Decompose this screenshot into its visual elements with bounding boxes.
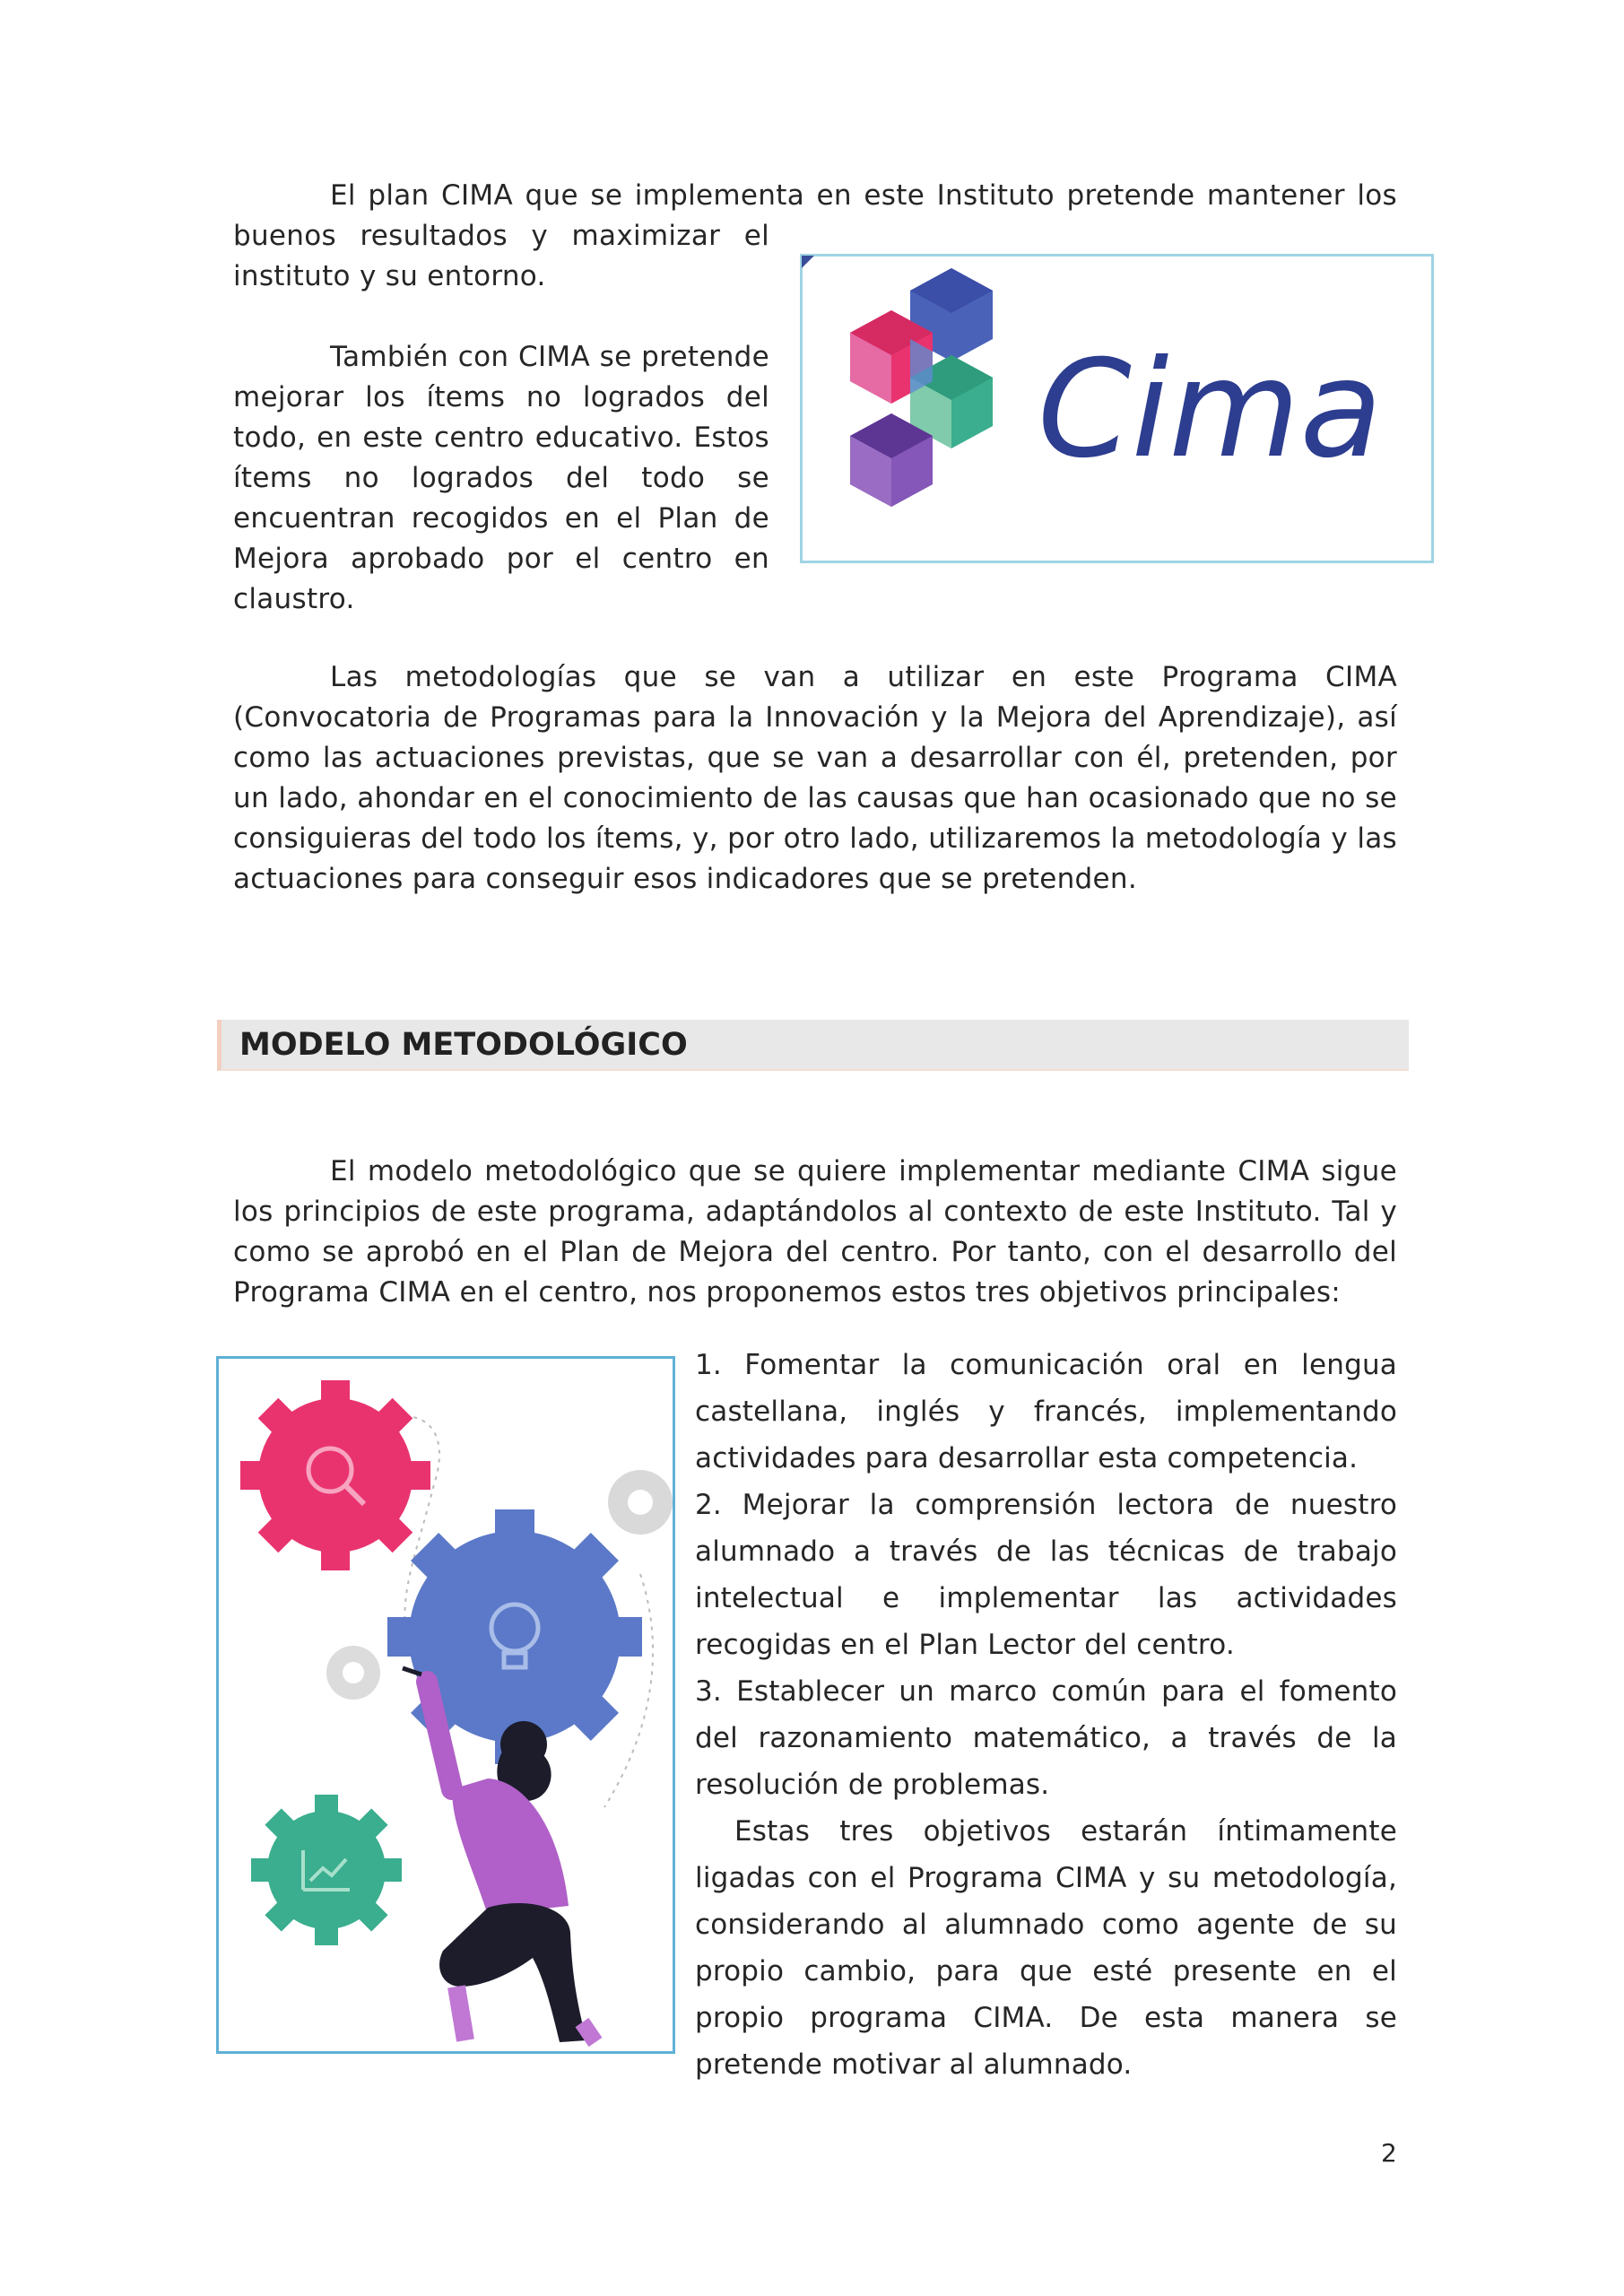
pink-gear-icon xyxy=(240,1380,430,1570)
objective-item: 1. Fomentar la comunicación oral en lengua castellana, inglés y francés, implementando actividades para desarrollar esta competencia. xyxy=(695,1349,1397,1474)
intro-line-1: El plan CIMA que se implementa en este Instituto pretende mantener los xyxy=(330,179,1397,212)
gears-illustration xyxy=(216,1356,675,2054)
small-gear-icon xyxy=(608,1470,673,1535)
section-title: MODELO METODOLÓGICO xyxy=(239,1027,688,1063)
section-paragraph: El modelo metodológico que se quiere implementar mediante CIMA sigue los principios de este programa, adaptándolos al contexto de este Instituto. Tal y como se aprobó en el Plan de Mejora del centro. Por tanto, con el desarrollo del Programa CIMA en el centro, nos proponemos estos tres objetivos principales: xyxy=(233,1155,1397,1309)
cima-logo xyxy=(800,254,1434,563)
intro-line-3: instituto y su entorno. xyxy=(233,260,546,292)
objective-item: 3. Establecer un marco común para el fomento del razonamiento matemático, a través de la resolución de problemas. xyxy=(695,1675,1397,1801)
section-header xyxy=(217,1020,1409,1071)
objectives-list xyxy=(695,1342,1397,2088)
page-number: 2 xyxy=(1381,2138,1397,2168)
closing-paragraph: Estas tres objetivos estarán íntimamente ligadas con el Programa CIMA y su metodología, considerando al alumnado como agente de su propio cambio, para que esté presente en el propio programa CIMA. De esta manera se pretende motivar al alumnado. xyxy=(695,1815,1397,2081)
small-gear-icon xyxy=(326,1646,380,1700)
cima-logo-text: Cima xyxy=(1038,332,1383,488)
intro-paragraph-3: Las metodologías que se van a utilizar en este Programa CIMA (Convocatoria de Programas para la Innovación y la Mejora del Aprendizaje), así como las actuaciones previstas, que se van a desarrollar con él, pretenden, por un lado, ahondar en el conocimiento de las causas que han ocasionado que no se consiguieras del todo los ítems, y, por otro lado, utilizaremos la metodología y las actuaciones para conseguir esos indicadores que se pretenden. xyxy=(233,661,1397,895)
intro-paragraph-2: También con CIMA se pretende mejorar los ítems no logrados del todo, en este centro educativo. Estos ítems no logrados del todo se encuentran recogidos en el Plan de Mejora aprobado por el centro en claustro. xyxy=(233,341,769,615)
intro-line-2: buenos resultados y maximizar el xyxy=(233,220,769,252)
cima-logo-graphic xyxy=(803,257,1431,561)
gears-illustration-graphic xyxy=(219,1359,673,2051)
logo-corner-mark xyxy=(802,256,814,268)
green-gear-icon xyxy=(251,1795,402,1945)
objective-item: 2. Mejorar la comprensión lectora de nuestro alumnado a través de las técnicas de trabajo intelectual e implementar las actividades recogidas en el Plan Lector del centro. xyxy=(695,1489,1397,1661)
